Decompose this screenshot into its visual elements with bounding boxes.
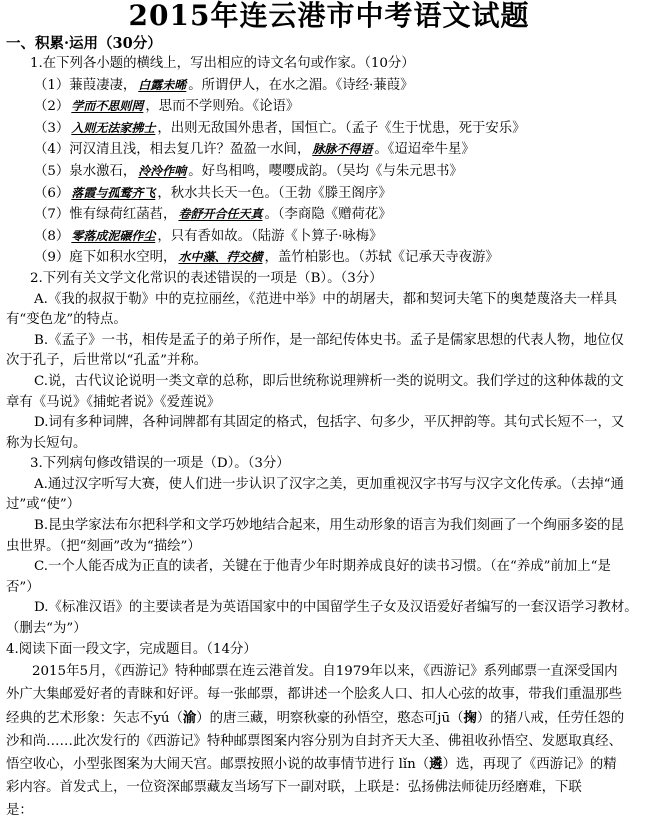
question-1-item: （4）河汉清且浅，相去复几许？盈盈一水间， 脉脉不得语 。《迢迢牵牛星》: [34, 142, 475, 158]
passage-line: 是：: [6, 803, 33, 819]
filled-answer: 白露未晞: [138, 77, 187, 92]
question-1-item: （1）蒹葭凄凄， 白露未晞 。所谓伊人，在水之湄。《诗经·蒹葭》: [34, 77, 414, 93]
question-3-stem: 3.下列病句修改错误的一项是（D）。（3分）: [30, 456, 290, 472]
filled-character: 掬: [463, 709, 477, 726]
filled-answer: 落霞与孤鹜齐飞: [71, 185, 156, 200]
page-title: 2015年连云港市中考语文试题: [128, 0, 530, 32]
question-2-option-b: B.《孟子》一书，相传是孟子的弟子所作，是一部纪传体史书。孟子是儒家思想的代表人物，地位仅 次于孔子，后世常以“孔孟”并称。: [6, 332, 624, 369]
question-2-option-a: A.《我的叔叔于勒》中的克拉丽丝，《范进中举》中的胡屠夫，都和契诃夫笔下的奥楚蔑洛夫一样具 有“变色龙”的特点。: [6, 291, 618, 328]
question-4-passage: [6, 660, 652, 822]
filled-answer: 水中藻、荇交横: [178, 250, 263, 265]
passage-line: 外广大集邮爱好者的青睐和好评。每一张邮票，都讲述一个脍炙人口、扣人心弦的故事，带我们重温那些: [6, 687, 622, 703]
question-1-item: （3） 入则无法家拂士 ，出则无敌国外患者，国恒亡。（孟子《生于忧患，死于安乐》: [34, 120, 526, 136]
question-1-item: （5）泉水激石， 泠泠作响 。好鸟相鸣，嘤嘤成韵。（吴均《与朱元思书》: [34, 163, 463, 179]
filled-character: 渝: [182, 709, 197, 726]
passage-line: 经典的艺术形象：矢志不yú（渝）的唐三藏，明察秋豪的孙悟空，憨态可jū（掬）的猪八戒，任劳任怨的: [6, 709, 625, 726]
section-heading: 一、积累·运用（30分）: [6, 35, 162, 52]
question-1-item: （6） 落霞与孤鹜齐飞 ，秋水共长天一色。（王勃《滕王阁序》: [34, 185, 392, 201]
question-1-item: （2） 学而不思则罔 ，思而不学则殆。《论语》: [34, 99, 300, 115]
passage-line: 沙和尚……此次发行的《西游记》特种邮票图案内容分别为自封齐天大圣、佛祖收孙悟空、发愿取真经、: [6, 733, 622, 749]
question-4-stem: 4.阅读下面一段文字，完成题目。（14分）: [6, 641, 257, 657]
question-1-item: （9）庭下如积水空明， 水中藻、荇交横 ，盖竹柏影也。（苏轼《记承天寺夜游》: [34, 250, 499, 266]
filled-answer: 脉脉不得语: [312, 142, 373, 157]
filled-answer: 零落成泥碾作尘: [71, 228, 156, 243]
question-3-option-a: A.通过汉字听写大赛，使人们进一步认识了汉字之美，更加重视汉字书写与汉字文化传承。（去掉“通 过”或“使”）: [6, 476, 624, 513]
passage-line: 彩内容。首发式上，一位资深邮票藏友当场写下一副对联，上联是：弘扬佛法师徒历经磨难，下联: [6, 780, 582, 796]
question-3-option-b: B.昆虫学家法布尔把科学和文学巧妙地结合起来，用生动形象的语言为我们刻画了一个绚丽多姿的昆 虫世界。（把“刻画”改为“描绘”）: [6, 518, 624, 554]
filled-answer: 入则无法家拂士: [71, 120, 156, 135]
question-1-items: [6, 75, 652, 269]
filled-answer: 卷舒开合任天真: [178, 207, 263, 222]
question-1-item: （7）惟有绿荷红菡萏， 卷舒开合任天真 。（李商隐《赠荷花》: [34, 207, 392, 223]
question-2-stem: 2.下列有关文学文化常识的表述错误的一项是（B）。（3分）: [30, 270, 383, 286]
question-2-option-d: D.词有多种词牌，各种词牌都有其固定的格式，包括字、句多少，平仄押韵等。其句式长短不一，又 称为长短句。: [6, 415, 625, 451]
question-1-stem: 1.在下列各小题的横线上，写出相应的诗文名句或作家。（10分）: [30, 56, 415, 71]
question-3-option-d: D.《标准汉语》的主要读者是为英语国家中的中国留学生子女及汉语爱好者编写的一套汉语学习教材。 （删去“为”）: [6, 600, 638, 637]
filled-answer: 学而不思则罔: [71, 99, 144, 114]
question-2-option-c: C.说，古代议论说明一类文章的总称，即后世统称说理辨析一类的说明文。我们学过的这种体裁的文 章有《马说》《捕蛇者说》《爱莲说》: [6, 373, 624, 410]
question-3-option-c: C.一个人能否成为正直的读者，关键在于他青少年时期养成良好的读书习惯。（在“养成”前加上“是 否”）: [6, 559, 611, 595]
filled-answer: 泠泠作响: [138, 163, 187, 178]
passage-line: 悟空收心，小型张图案为大闹天宫。邮票按照小说的故事情节进行 lǐn（遴）选，再现了《西游记》的精: [6, 756, 617, 773]
question-1-item: （8） 零落成泥碾作尘 ，只有香如故。（陆游《卜算子·咏梅》: [34, 228, 383, 244]
passage-line: 2015年5月，《西游记》特种邮票在连云港首发。自1979年以来，《西游记》系列邮票一直深受国内: [32, 664, 618, 680]
filled-character: 遴: [429, 756, 443, 773]
